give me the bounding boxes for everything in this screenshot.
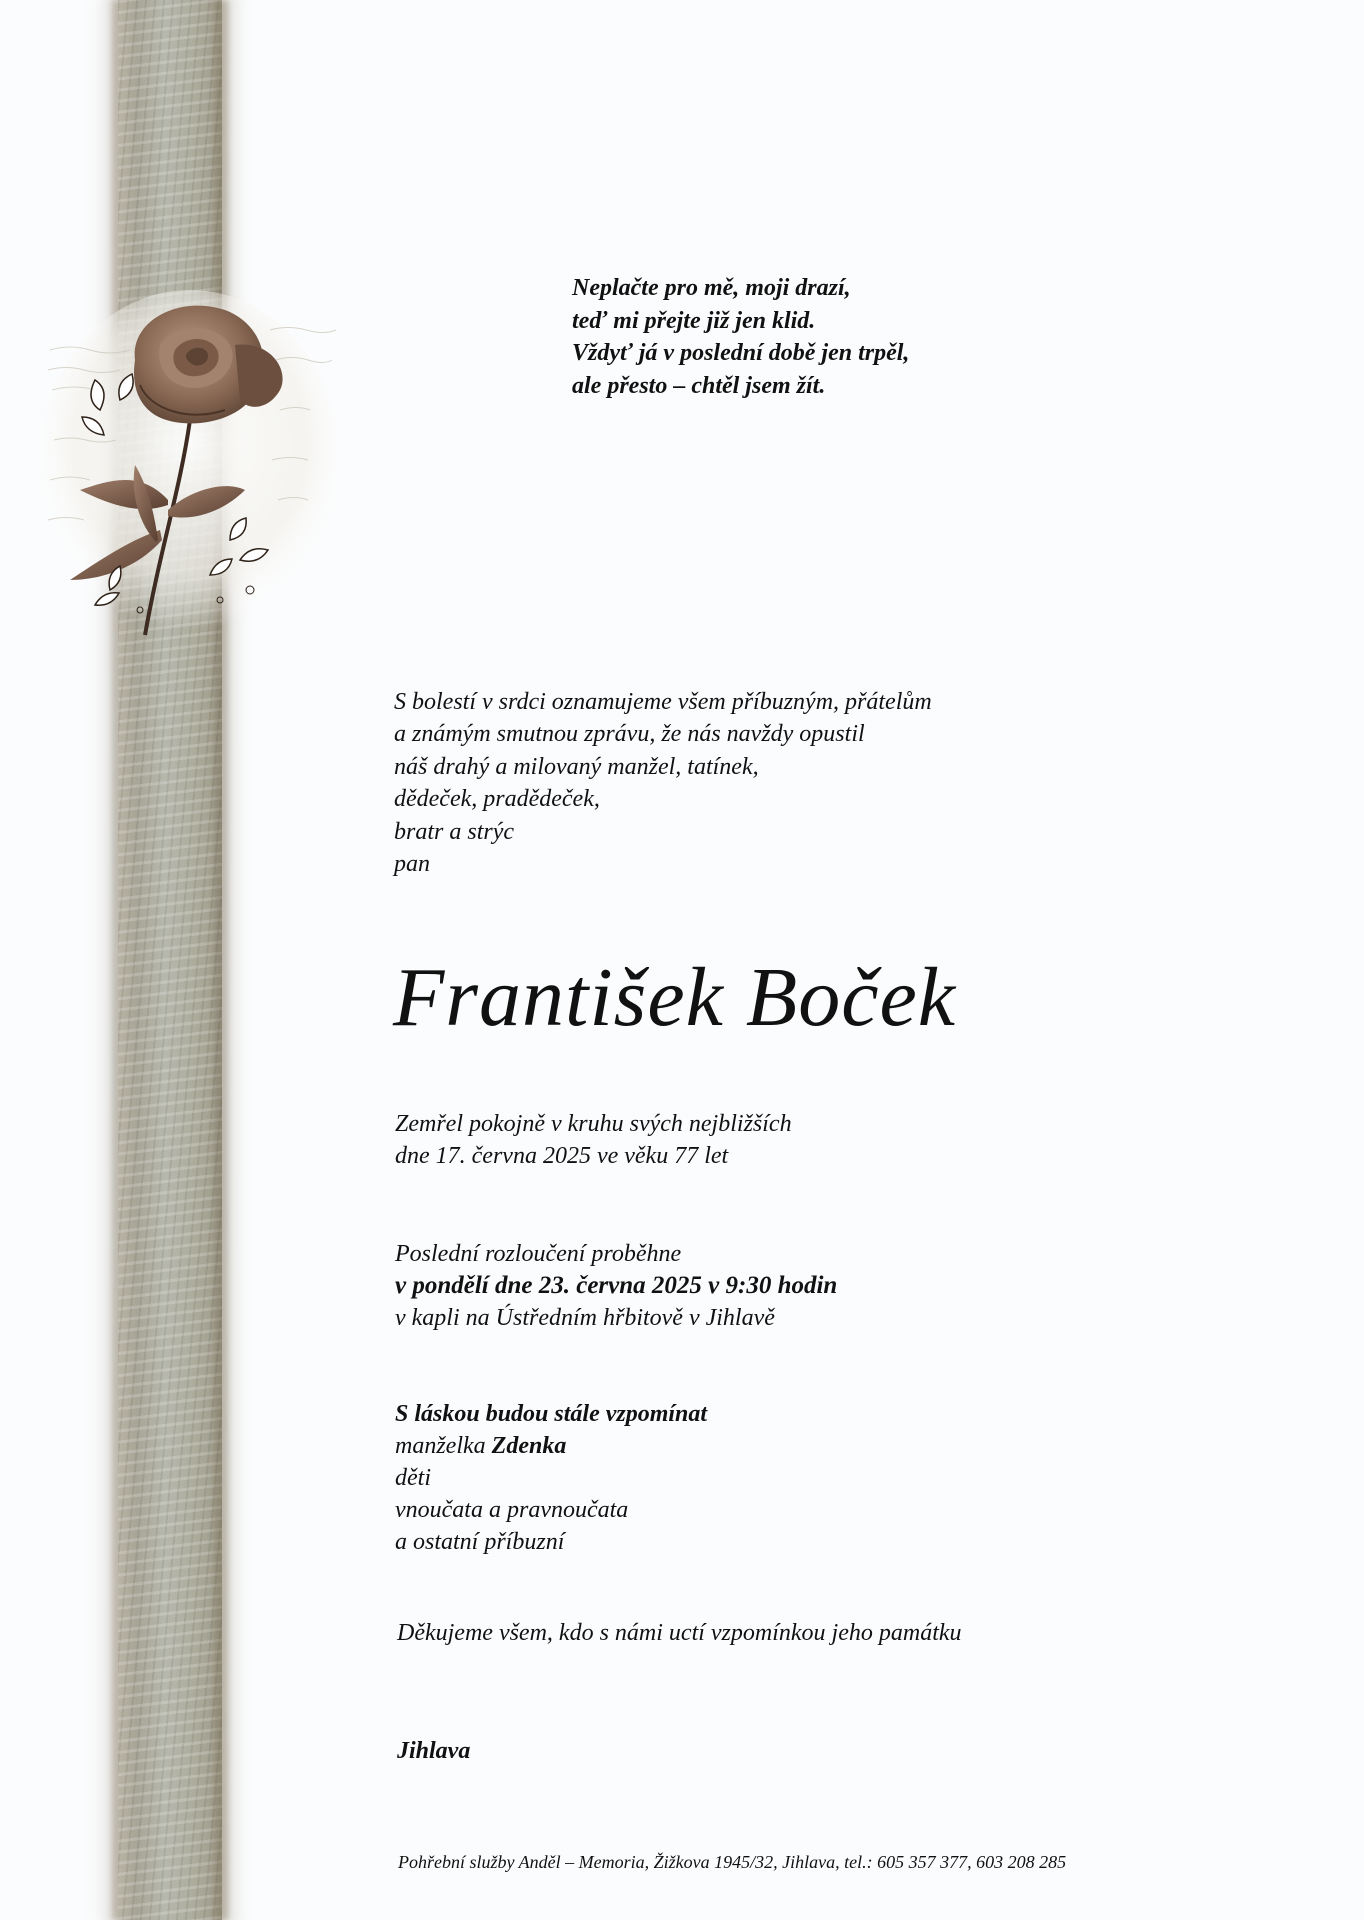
farewell-datetime: v pondělí dne 23. června 2025 v 9:30 hodin: [395, 1272, 838, 1299]
death-notice: [395, 1108, 792, 1172]
farewell-info: [395, 1238, 837, 1334]
funeral-service-footer: Pohřební služby Anděl – Memoria, Žižkova 1945/32, Jihlava, tel.: 605 357 377, 603 208 285: [398, 1852, 1067, 1872]
rose-icon: [40, 290, 340, 650]
thanks-text: Děkujeme všem, kdo s námi uctí vzpomínkou jeho památku: [397, 1620, 962, 1646]
strip-edge-right: [214, 0, 228, 1920]
poem: [572, 272, 909, 402]
announcement-line: dědeček, pradědeček,: [394, 786, 600, 813]
announcement-line: a známým smutnou zprávu, že nás navždy opustil: [394, 721, 865, 748]
mourners-heading: S láskou budou stále vzpomínat: [395, 1401, 708, 1427]
poem-line: ale přesto – chtěl jsem žít.: [572, 372, 826, 399]
announcement: [394, 686, 932, 880]
announcement-line: pan: [394, 851, 430, 878]
farewell-intro: Poslední rozloučení proběhne: [395, 1241, 682, 1267]
mourners-line: vnoučata a pravnoučata: [395, 1497, 629, 1523]
announcement-line: S bolestí v srdci oznamujeme všem příbuzným, přátelům: [394, 689, 932, 715]
mourners: [395, 1398, 707, 1558]
spouse-prefix: manželka: [395, 1433, 492, 1459]
death-notice-line: Zemřel pokojně v kruhu svých nejbližších: [395, 1111, 792, 1137]
place-name: Jihlava: [397, 1738, 471, 1764]
announcement-line: bratr a strýc: [394, 818, 514, 845]
mourners-line: a ostatní příbuzní: [395, 1529, 565, 1555]
mourners-spouse: [395, 1430, 707, 1462]
decorative-strip: [118, 0, 222, 1920]
announcement-line: náš drahý a milovaný manžel, tatínek,: [394, 753, 759, 780]
farewell-location: v kapli na Ústředním hřbitově v Jihlavě: [395, 1305, 775, 1331]
poem-line: teď mi přejte již jen klid.: [572, 307, 816, 334]
deceased-name: František Boček: [393, 951, 957, 1044]
spouse-name: Zdenka: [491, 1433, 567, 1459]
mourners-line: děti: [395, 1465, 431, 1491]
poem-line: Vždyť já v poslední době jen trpěl,: [572, 340, 910, 366]
poem-line: Neplačte pro mě, moji drazí,: [572, 275, 851, 301]
death-notice-line: dne 17. června 2025 ve věku 77 let: [395, 1143, 729, 1169]
